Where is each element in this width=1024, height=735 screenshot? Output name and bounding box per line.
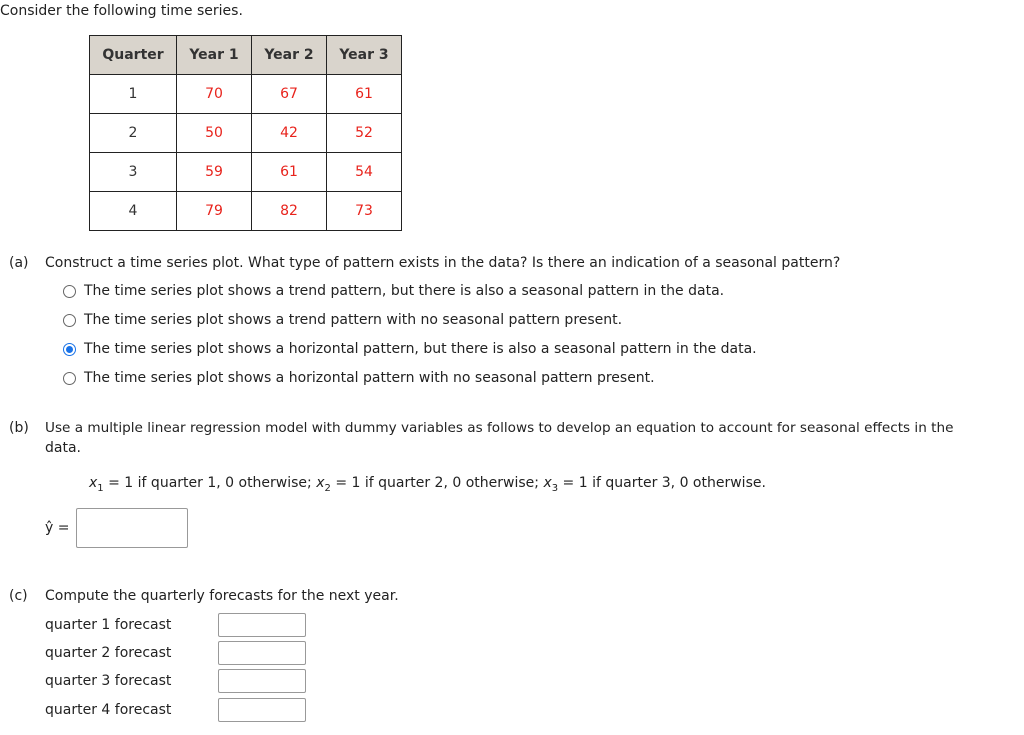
part-a-label: (a) [9,255,29,271]
quarter-2-forecast-label: quarter 2 forecast [45,645,172,661]
quarter-1-forecast-input[interactable] [218,613,306,637]
dummy-variable-definitions [89,475,766,494]
part-c-label: (c) [9,588,28,604]
value-cell: 79 [177,192,252,231]
quarter-3-forecast-input[interactable] [218,669,306,693]
value-cell: 42 [252,114,327,153]
option-label: The time series plot shows a trend pattern with no seasonal pattern present. [84,312,623,328]
header-year-1: Year 1 [177,36,252,75]
quarter-4-forecast-input[interactable] [218,698,306,722]
regression-equation-input[interactable] [76,508,188,548]
var-x: x [543,475,552,491]
value-cell: 67 [252,75,327,114]
quarter-4-forecast-label: quarter 4 forecast [45,702,172,718]
definition-text: = 1 if quarter 2, 0 otherwise; [330,475,544,491]
value-cell: 52 [327,114,402,153]
part-b-question-line2: data. [45,440,81,456]
value-cell: 61 [327,75,402,114]
quarter-cell: 3 [90,153,177,192]
definition-text: = 1 if quarter 3, 0 otherwise. [558,475,766,491]
header-year-3: Year 3 [327,36,402,75]
quarter-3-forecast-label: quarter 3 forecast [45,673,172,689]
subscript: 3 [551,482,559,494]
value-cell: 61 [252,153,327,192]
radio-button[interactable] [63,285,76,298]
radio-button[interactable] [63,372,76,385]
intro-text: Consider the following time series. [0,3,243,19]
option-horizontal-no-seasonal[interactable] [63,370,655,386]
table-header-row [90,36,402,75]
option-horizontal-seasonal[interactable] [63,341,757,357]
quarter-cell: 4 [90,192,177,231]
table-row [90,114,402,153]
quarter-cell: 2 [90,114,177,153]
time-series-table [89,35,402,231]
part-c-question: Compute the quarterly forecasts for the next year. [45,588,399,604]
part-b-question-line1: Use a multiple linear regression model with dummy variables as follows to develop an equation to account for seasonal effects in the [45,420,954,436]
subscript: 1 [97,482,104,494]
table-row [90,153,402,192]
var-x: x [89,475,98,491]
part-a-question: Construct a time series plot. What type of pattern exists in the data? Is there an indication of a seasonal pattern? [45,255,841,271]
header-quarter: Quarter [90,36,177,75]
value-cell: 70 [177,75,252,114]
option-label: The time series plot shows a horizontal pattern, but there is also a seasonal pattern in the data. [84,341,757,357]
quarter-cell: 1 [90,75,177,114]
subscript: 2 [324,482,331,494]
part-b-label: (b) [9,420,29,436]
definition-text: = 1 if quarter 1, 0 otherwise; [103,475,317,491]
quarter-1-forecast-label: quarter 1 forecast [45,617,172,633]
table-row [90,192,402,231]
option-label: The time series plot shows a trend pattern, but there is also a seasonal pattern in the data. [84,283,725,299]
value-cell: 50 [177,114,252,153]
header-year-2: Year 2 [252,36,327,75]
value-cell: 82 [252,192,327,231]
option-trend-seasonal[interactable] [63,283,724,299]
radio-button[interactable] [63,314,76,327]
value-cell: 73 [327,192,402,231]
var-x: x [316,475,325,491]
yhat-label: ŷ = [45,520,70,536]
value-cell: 54 [327,153,402,192]
value-cell: 59 [177,153,252,192]
quarter-2-forecast-input[interactable] [218,641,306,665]
radio-button-selected[interactable] [63,343,76,356]
option-trend-no-seasonal[interactable] [63,312,622,328]
table-row [90,75,402,114]
option-label: The time series plot shows a horizontal pattern with no seasonal pattern present. [84,370,655,386]
